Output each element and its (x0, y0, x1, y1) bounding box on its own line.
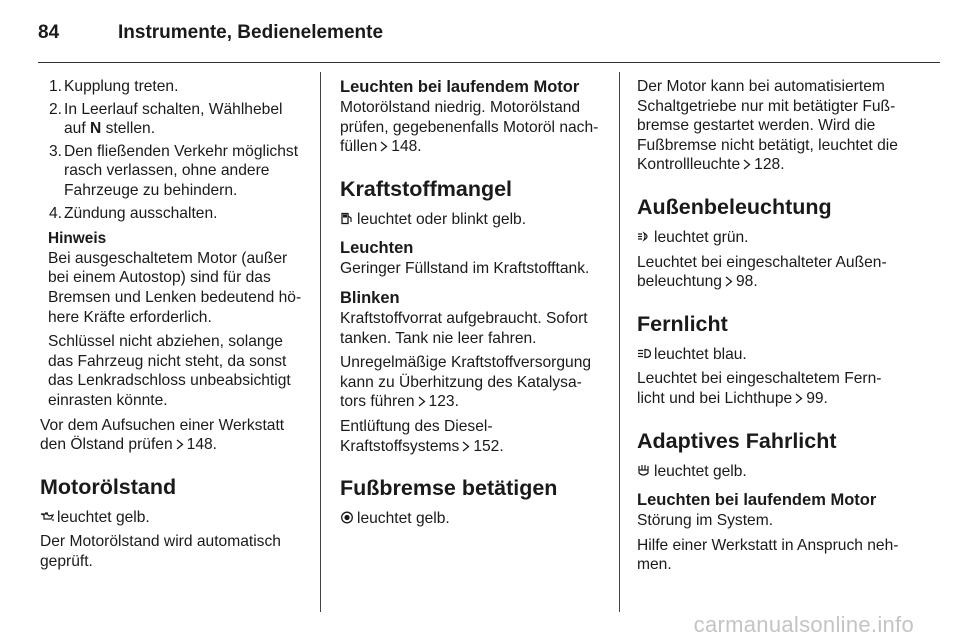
section-heading-adaptive: Adaptives Fahrlicht (637, 428, 837, 453)
column-3 (637, 77, 902, 580)
note-label: Hinweis (48, 230, 107, 248)
watermark: carmanualsonline.info (693, 612, 914, 637)
auto-gearbox-paragraph (637, 77, 902, 175)
section-heading-exterior-light: Außenbeleuchtung (637, 194, 832, 219)
step-text: In Leerlauf schalten, Wählhebel auf (64, 100, 283, 138)
running-paragraph (340, 98, 602, 157)
oil-auto-paragraph: Der Motorölstand wird automatisch geprüft. (40, 533, 281, 570)
adaptive-light-text: leuchtet gelb. (654, 462, 747, 480)
exterior-light-paragraph (637, 228, 902, 248)
header-divider (38, 62, 940, 63)
brake-pedal-icon (340, 511, 354, 524)
column-1 (40, 77, 302, 576)
high-beam-paragraph (637, 345, 902, 365)
list-item (40, 142, 302, 201)
auto-gearbox-text: Der Motor kann bei automatisiertem Schaltgetriebe nur mit betätigter Fuß‑ bremse gestartet werden. Wird die Fußbremse nicht betätigt, leuchtet die Kontrollleuchte (637, 78, 898, 174)
irregular-text: Unregelmäßige Kraftstoffversorgung kann zu Überhitzung des Katalysa‑ tors führen (340, 354, 592, 411)
subheading-blinken: Blinken (340, 288, 400, 307)
step-text: Zündung ausschalten. (64, 204, 218, 222)
page-reference-arrow-icon (176, 439, 184, 450)
workshop-text: Vor dem Aufsuchen einer Werkstatt den Ölstand prüfen (40, 416, 285, 454)
page-number: 84 (38, 22, 60, 43)
step-text: Kupplung treten. (64, 78, 179, 95)
fuel-light-paragraph (340, 210, 602, 230)
step-number: 2. (49, 100, 63, 118)
page-reference-arrow-icon (418, 396, 426, 407)
page-reference[interactable]: 98. (735, 273, 758, 291)
leuchten-paragraph: Geringer Füllstand im Kraftstofftank. (340, 260, 590, 278)
list-item (40, 100, 302, 139)
page-title: Instrumente, Bedienelemente (118, 22, 384, 43)
high-beam-icon (637, 347, 651, 360)
high-beam-info-text: Leuchtet bei eingeschaltetem Fern‑ licht und bei Lichthupe (637, 370, 882, 407)
step-text: Den fließenden Verkehr möglichst rasch verlassen, ohne andere Fahrzeuge zu behindern. (64, 142, 299, 199)
page-reference[interactable]: 123. (428, 393, 459, 411)
column-2 (340, 77, 602, 534)
page-reference[interactable]: 152. (473, 437, 504, 455)
step-text-after: stellen. (101, 120, 156, 138)
note-paragraph-1: Bei ausgeschaltetem Motor (außer bei einem Autostop) sind für das Bremsen und Lenken bedeutend hö‑ here Kräfte erforderlich. (48, 249, 302, 326)
brake-light-text: leuchtet gelb. (357, 510, 450, 528)
page-reference-arrow-icon (462, 441, 470, 452)
high-beam-info (637, 369, 902, 408)
step-bold: N (90, 120, 102, 138)
subheading-leuchten: Leuchten (340, 239, 414, 258)
section-heading-oil: Motorölstand (40, 474, 177, 499)
page-reference-arrow-icon (795, 393, 803, 404)
exterior-light-info (637, 253, 902, 292)
fuel-pump-icon (340, 212, 354, 225)
page-reference[interactable]: 128. (754, 156, 785, 174)
running-text: Motorölstand niedrig. Motorölstand prüfen, gegebenenfalls Motoröl nach‑ füllen (340, 99, 599, 156)
page-reference-arrow-icon (380, 141, 388, 152)
step-number: 4. (49, 204, 63, 222)
page-reference-arrow-icon (725, 276, 733, 287)
oil-light-paragraph (40, 508, 302, 528)
blinken-paragraph: Kraftstoffvorrat aufgebraucht. Sofort tanken. Tank nie leer fahren. (340, 309, 588, 347)
adaptive-light-icon (637, 464, 651, 477)
high-beam-text: leuchtet blau. (654, 345, 747, 363)
section-heading-fuel: Kraftstoffmangel (340, 176, 513, 201)
page-header (38, 22, 383, 46)
step-number: 3. (49, 142, 63, 160)
page-reference-arrow-icon (743, 159, 751, 170)
column-divider-2 (619, 72, 620, 612)
oil-can-icon (40, 510, 54, 523)
exterior-light-icon (637, 230, 651, 243)
bleed-paragraph (340, 417, 602, 456)
adaptive-light-paragraph (637, 462, 902, 482)
section-heading-high-beam: Fernlicht (637, 311, 728, 336)
page-reference[interactable]: 148. (186, 436, 217, 454)
fuel-light-text: leuchtet oder blinkt gelb. (357, 210, 527, 228)
page-reference[interactable]: 148. (391, 138, 422, 156)
section-heading-brake: Fußbremse betätigen (340, 476, 558, 501)
exterior-light-text: leuchtet grün. (654, 228, 749, 246)
subheading-running-motor: Leuchten bei laufendem Motor (340, 78, 580, 96)
column-divider-1 (320, 72, 321, 612)
oil-light-text: leuchtet gelb. (57, 508, 150, 526)
fault-paragraph: Störung im System. (637, 512, 774, 530)
brake-light-paragraph (340, 509, 602, 529)
steps-list (40, 77, 302, 223)
workshop-paragraph (40, 416, 302, 455)
irregular-paragraph (340, 353, 602, 412)
note-paragraph-2: Schlüssel nicht abziehen, solange das Fahrzeug nicht steht, da sonst das Lenkradschloss unbeabsichtigt einrasten könnte. (48, 333, 291, 409)
list-item (40, 204, 302, 224)
page-reference[interactable]: 99. (806, 389, 828, 407)
help-paragraph: Hilfe einer Werkstatt in Anspruch neh‑ men. (637, 536, 899, 574)
exterior-light-info-text: Leuchtet bei eingeschalteter Außen‑ beleuchtung (637, 253, 887, 291)
subheading-running-motor-2: Leuchten bei laufendem Motor (637, 491, 877, 510)
step-number: 1. (49, 78, 63, 95)
list-item (40, 77, 302, 97)
bleed-text: Entlüftung des Diesel‑ Kraftstoffsystems (340, 417, 493, 455)
